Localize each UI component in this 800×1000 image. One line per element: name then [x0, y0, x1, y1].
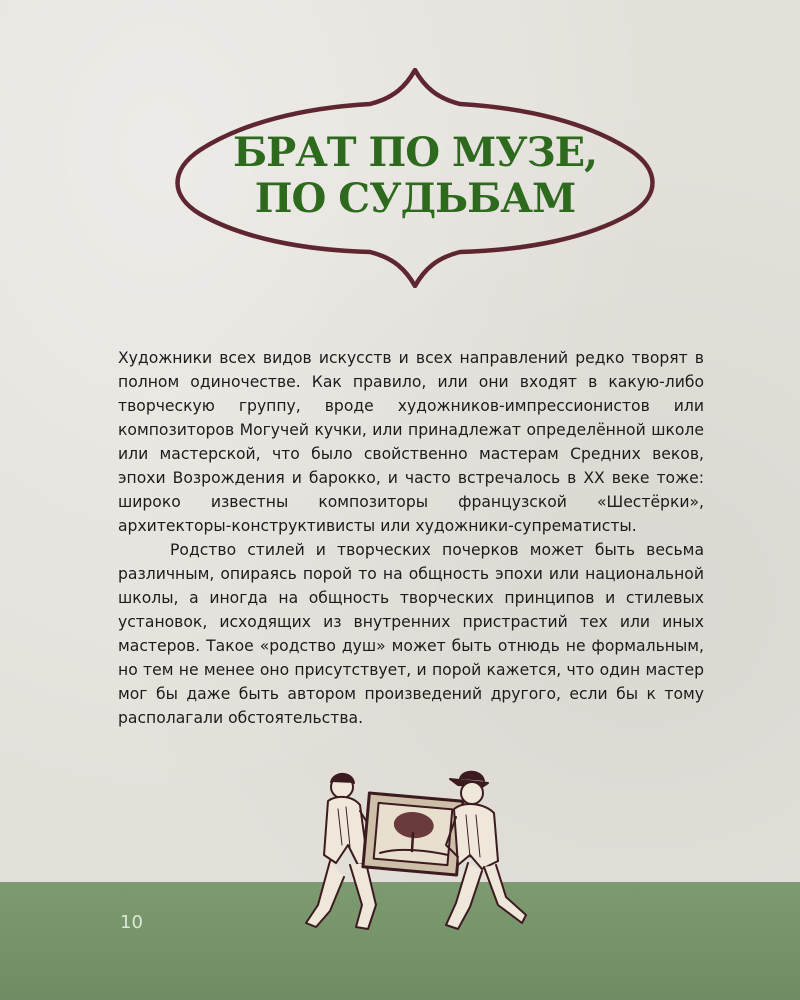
title-line-1: БРАТ ПО МУЗЕ, — [232, 129, 598, 176]
paragraph-2: Родство стилей и творческих почерков может быть весьма различным, опираясь порой то на общность эпохи или национальной школы, а иногда на общность творческих принципов и стилевых установок, исходящих из внутренних пристрастий тех или иных мастеров. Такое «родство душ» может быть отнюдь не формальным, но тем не менее оно присутствует, и порой кажется, что один мастер мог бы даже быть автором произведений другого, если бы к тому располагали обстоятельства. — [118, 541, 704, 727]
title-line-2: ПО СУДЬБАМ — [254, 175, 576, 222]
paragraph-1: Художники всех видов искусств и всех направлений редко творят в полном одиночестве. Как правило, или они входят в какую-либо творческую группу, вроде художников-импрессионистов или композиторов Могучей кучки, или принадлежат определённой школе или мастерской, что было свойственно мастерам Средних веков, эпохи Возрождения и барокко, и часто встречалось в XX веке тоже: широко известны композиторы французской «Шестёрки», архитекторы-конструктивисты или художники-супрематисты. — [118, 349, 704, 535]
two-men-carrying-painting-icon — [300, 765, 530, 940]
body-text — [118, 346, 704, 730]
page-title — [168, 130, 662, 222]
page-number: 10 — [120, 912, 143, 933]
